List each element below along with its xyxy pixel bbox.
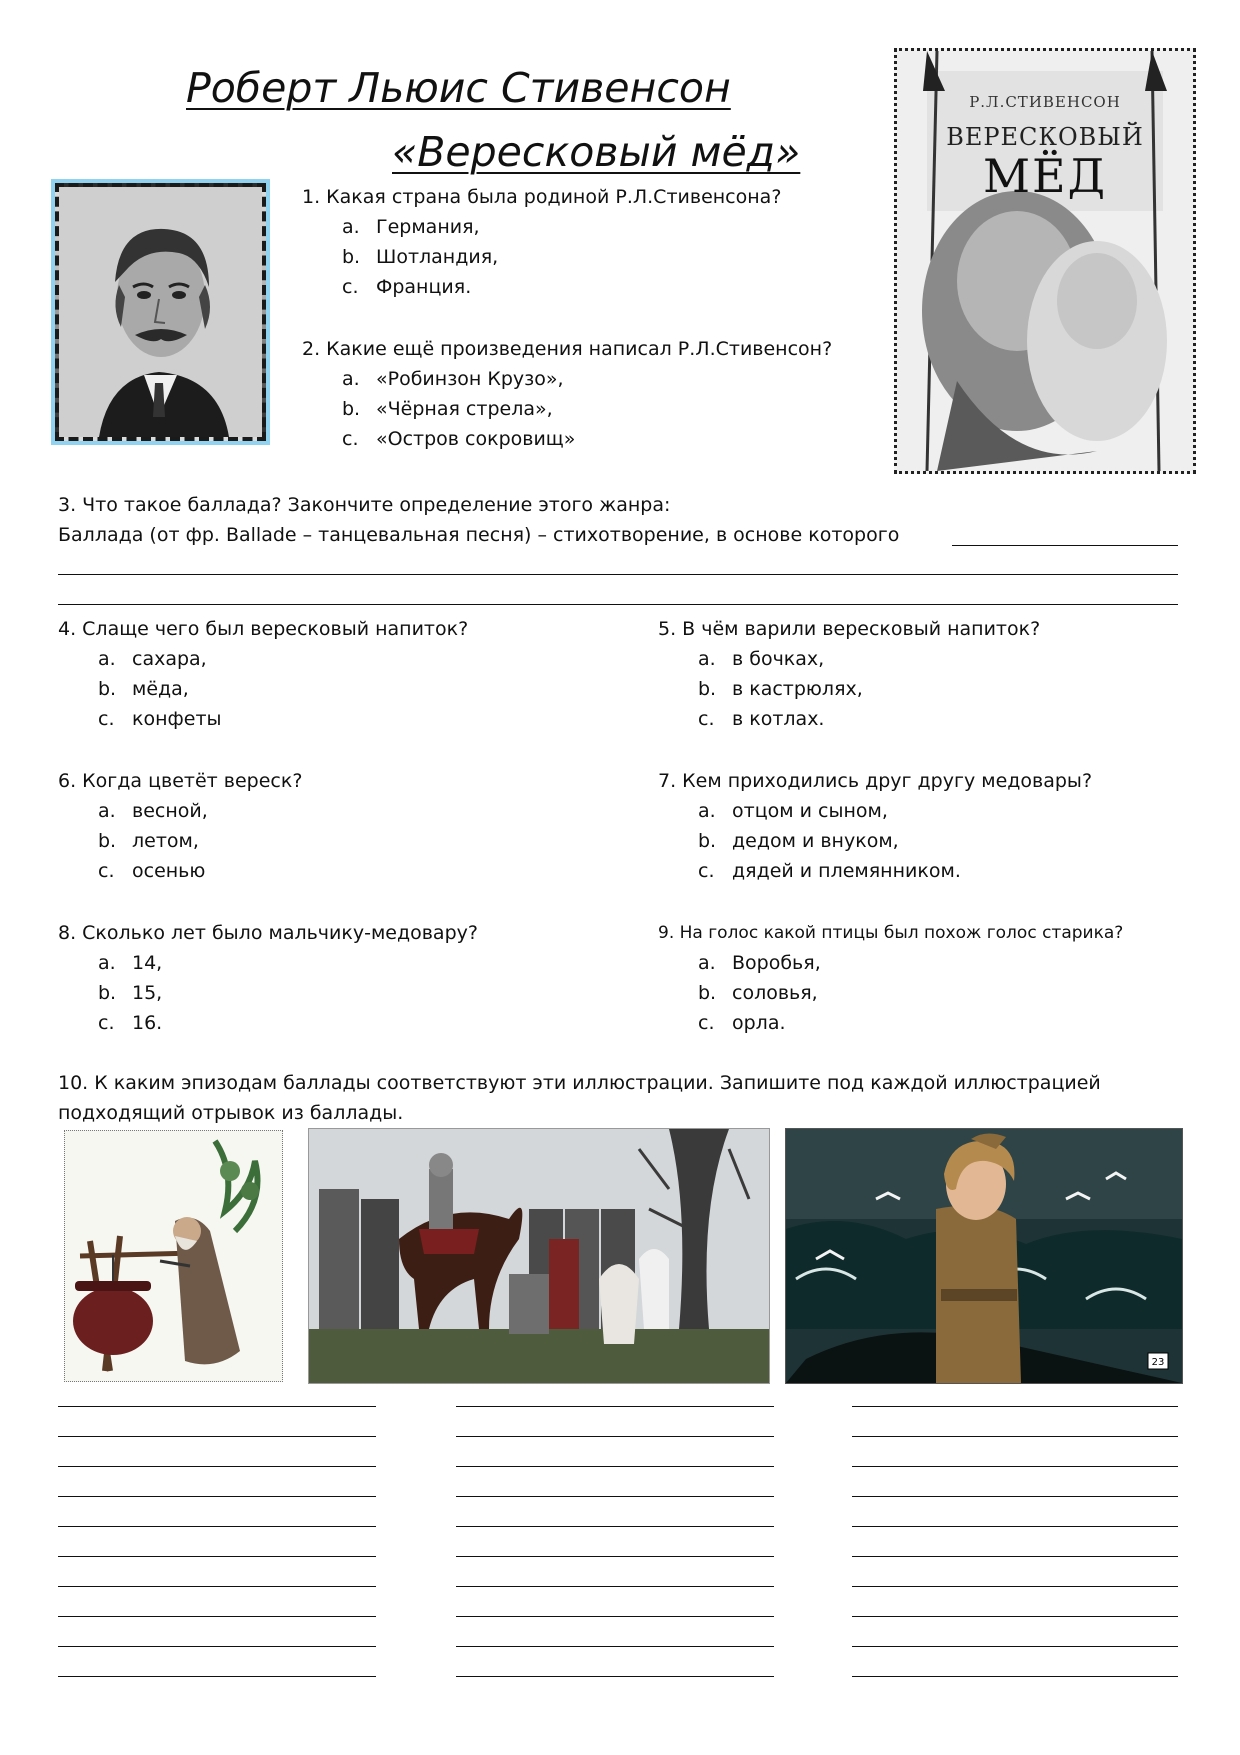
illustration-cauldron-art — [65, 1131, 282, 1381]
option-text: «Остров сокровищ» — [376, 428, 576, 450]
options-list — [58, 796, 302, 886]
answer-line[interactable] — [852, 1526, 1178, 1527]
illustration-boy-at-sea — [785, 1128, 1183, 1384]
answer-line[interactable] — [58, 1616, 376, 1617]
option-text: весной, — [132, 800, 208, 822]
answer-line[interactable] — [58, 604, 1178, 605]
option-a[interactable] — [98, 796, 302, 826]
portrait-figure — [59, 187, 262, 437]
option-text: соловья, — [732, 982, 818, 1004]
option-c[interactable] — [98, 704, 468, 734]
options-list — [658, 796, 1092, 886]
option-text: дядей и племянником. — [732, 860, 961, 882]
option-b[interactable] — [698, 978, 1123, 1008]
illustration-boy-at-sea-art — [786, 1129, 1182, 1383]
question-text: 4. Слаще чего был вересковый напиток? — [58, 618, 469, 640]
option-c[interactable] — [698, 704, 1040, 734]
option-text: 16. — [132, 1012, 163, 1034]
cover-title-line1: ВЕРЕСКОВЫЙ — [946, 123, 1144, 151]
answer-line[interactable] — [852, 1466, 1178, 1467]
question-text: 6. Когда цветёт вереск? — [58, 770, 303, 792]
answer-line[interactable] — [58, 1676, 376, 1677]
answer-line[interactable] — [456, 1526, 774, 1527]
option-a[interactable] — [698, 644, 1040, 674]
option-mark: b. — [98, 982, 117, 1004]
answer-line[interactable] — [456, 1676, 774, 1677]
option-text: орла. — [732, 1012, 786, 1034]
question-text: 10. К каким эпизодам баллады соответствуют эти иллюстрации. Запишите под каждой иллюстрацией — [58, 1072, 1101, 1094]
question-9 — [658, 918, 1123, 1038]
answer-line[interactable] — [58, 1466, 376, 1467]
answer-line[interactable] — [456, 1646, 774, 1647]
option-mark: b. — [698, 982, 717, 1004]
option-mark: c. — [98, 1012, 115, 1034]
option-text: Шотландия, — [376, 246, 499, 268]
option-mark: a. — [98, 952, 116, 974]
author-portrait-image — [54, 182, 267, 442]
option-c[interactable] — [698, 856, 1092, 886]
illustration-knights-art — [309, 1129, 769, 1383]
cover-title-line2: МЁД — [982, 149, 1108, 203]
answer-line[interactable] — [852, 1676, 1178, 1677]
question-4 — [58, 614, 468, 734]
question-text: 8. Сколько лет было мальчику-медовару? — [58, 922, 478, 944]
option-mark: a. — [342, 216, 360, 238]
answer-line[interactable] — [58, 1436, 376, 1437]
option-text: сахара, — [132, 648, 207, 670]
option-text: 14, — [132, 952, 163, 974]
option-text: Воробья, — [732, 952, 821, 974]
option-b[interactable] — [98, 978, 478, 1008]
option-mark: c. — [98, 708, 115, 730]
option-mark: c. — [98, 860, 115, 882]
option-mark: a. — [342, 368, 360, 390]
question-text: 5. В чём варили вересковый напиток? — [658, 618, 1041, 640]
answer-line[interactable] — [58, 1496, 376, 1497]
option-text: конфеты — [132, 708, 222, 730]
option-mark: c. — [698, 708, 715, 730]
option-b[interactable] — [98, 826, 302, 856]
answer-line[interactable] — [456, 1586, 774, 1587]
answer-line[interactable] — [58, 1526, 376, 1527]
answer-line[interactable] — [852, 1616, 1178, 1617]
title-work: «Вересковый мёд» — [392, 128, 801, 176]
option-mark: a. — [98, 648, 116, 670]
option-text: в бочках, — [732, 648, 825, 670]
options-list — [302, 212, 781, 302]
answer-line[interactable] — [456, 1466, 774, 1467]
option-c[interactable] — [342, 272, 781, 302]
option-text: «Робинзон Крузо», — [376, 368, 564, 390]
option-mark: b. — [342, 246, 361, 268]
question-2 — [302, 334, 832, 454]
illustration-knights — [308, 1128, 770, 1384]
question-3 — [58, 490, 899, 550]
book-cover-image — [894, 48, 1196, 474]
definition-text: Баллада (от фр. Ballade – танцевальная песня) – стихотворение, в основе которого — [58, 524, 900, 546]
option-b[interactable] — [698, 826, 1092, 856]
option-a[interactable] — [342, 212, 781, 242]
option-mark: b. — [98, 678, 117, 700]
answer-line[interactable] — [58, 1646, 376, 1647]
option-mark: c. — [342, 428, 359, 450]
option-a[interactable] — [342, 364, 832, 394]
question-6 — [58, 766, 302, 886]
answer-line[interactable] — [58, 574, 1178, 575]
option-text: летом, — [132, 830, 199, 852]
question-text: 1. Какая страна была родиной Р.Л.Стивенсона? — [302, 186, 782, 208]
answer-line[interactable] — [952, 545, 1178, 546]
option-mark: b. — [98, 830, 117, 852]
option-b[interactable] — [342, 242, 781, 272]
answer-line[interactable] — [456, 1556, 774, 1557]
option-text: 15, — [132, 982, 163, 1004]
option-b[interactable] — [698, 674, 1040, 704]
option-c[interactable] — [98, 1008, 478, 1038]
option-text: отцом и сыном, — [732, 800, 888, 822]
option-c[interactable] — [98, 856, 302, 886]
option-mark: c. — [698, 1012, 715, 1034]
option-a[interactable] — [98, 948, 478, 978]
option-c[interactable] — [698, 1008, 1123, 1038]
option-text: Германия, — [376, 216, 480, 238]
question-text: 9. На голос какой птицы был похож голос старика? — [658, 923, 1124, 943]
answer-line[interactable] — [852, 1586, 1178, 1587]
title-author: Роберт Льюис Стивенсон — [186, 64, 731, 112]
cover-author: Р.Л.СТИВЕНСОН — [969, 93, 1121, 111]
option-text: мёда, — [132, 678, 189, 700]
answer-line[interactable] — [58, 1406, 376, 1407]
option-mark: a. — [698, 648, 716, 670]
question-text: 7. Кем приходились друг другу медовары? — [658, 770, 1093, 792]
illustration-cauldron — [64, 1130, 283, 1382]
option-mark: c. — [698, 860, 715, 882]
question-10 — [58, 1068, 1101, 1128]
option-c[interactable] — [342, 424, 832, 454]
answer-line[interactable] — [852, 1436, 1178, 1437]
option-a[interactable] — [98, 644, 468, 674]
option-text: в котлах. — [732, 708, 825, 730]
option-text: дедом и внуком, — [732, 830, 899, 852]
answer-line[interactable] — [852, 1496, 1178, 1497]
question-8 — [58, 918, 478, 1038]
options-list — [658, 948, 1123, 1038]
option-mark: b. — [698, 830, 717, 852]
option-a[interactable] — [698, 796, 1092, 826]
option-a[interactable] — [698, 948, 1123, 978]
question-7 — [658, 766, 1092, 886]
question-5 — [658, 614, 1040, 734]
option-text: «Чёрная стрела», — [376, 398, 553, 420]
page-number: 23 — [1151, 1357, 1165, 1368]
answer-line[interactable] — [456, 1496, 774, 1497]
answer-line[interactable] — [456, 1406, 774, 1407]
question-text: 2. Какие ещё произведения написал Р.Л.Стивенсон? — [302, 338, 833, 360]
question-text: 3. Что такое баллада? Закончите определение этого жанра: — [58, 494, 671, 516]
option-mark: b. — [698, 678, 717, 700]
options-list — [58, 644, 468, 734]
option-b[interactable] — [342, 394, 832, 424]
question-text-continued: подходящий отрывок из баллады. — [58, 1102, 404, 1124]
option-mark: a. — [698, 800, 716, 822]
option-mark: a. — [98, 800, 116, 822]
answer-line[interactable] — [58, 1586, 376, 1587]
question-1 — [302, 182, 781, 302]
option-text: осенью — [132, 860, 206, 882]
answer-line[interactable] — [852, 1556, 1178, 1557]
option-mark: b. — [342, 398, 361, 420]
options-list — [658, 644, 1040, 734]
option-text: в кастрюлях, — [732, 678, 863, 700]
cover-art — [897, 51, 1193, 471]
answer-line[interactable] — [456, 1436, 774, 1437]
option-text: Франция. — [376, 276, 472, 298]
option-mark: a. — [698, 952, 716, 974]
answer-line[interactable] — [58, 1556, 376, 1557]
options-list — [302, 364, 832, 454]
answer-line[interactable] — [852, 1646, 1178, 1647]
options-list — [58, 948, 478, 1038]
answer-line[interactable] — [852, 1406, 1178, 1407]
answer-line[interactable] — [456, 1616, 774, 1617]
option-mark: c. — [342, 276, 359, 298]
option-b[interactable] — [98, 674, 468, 704]
